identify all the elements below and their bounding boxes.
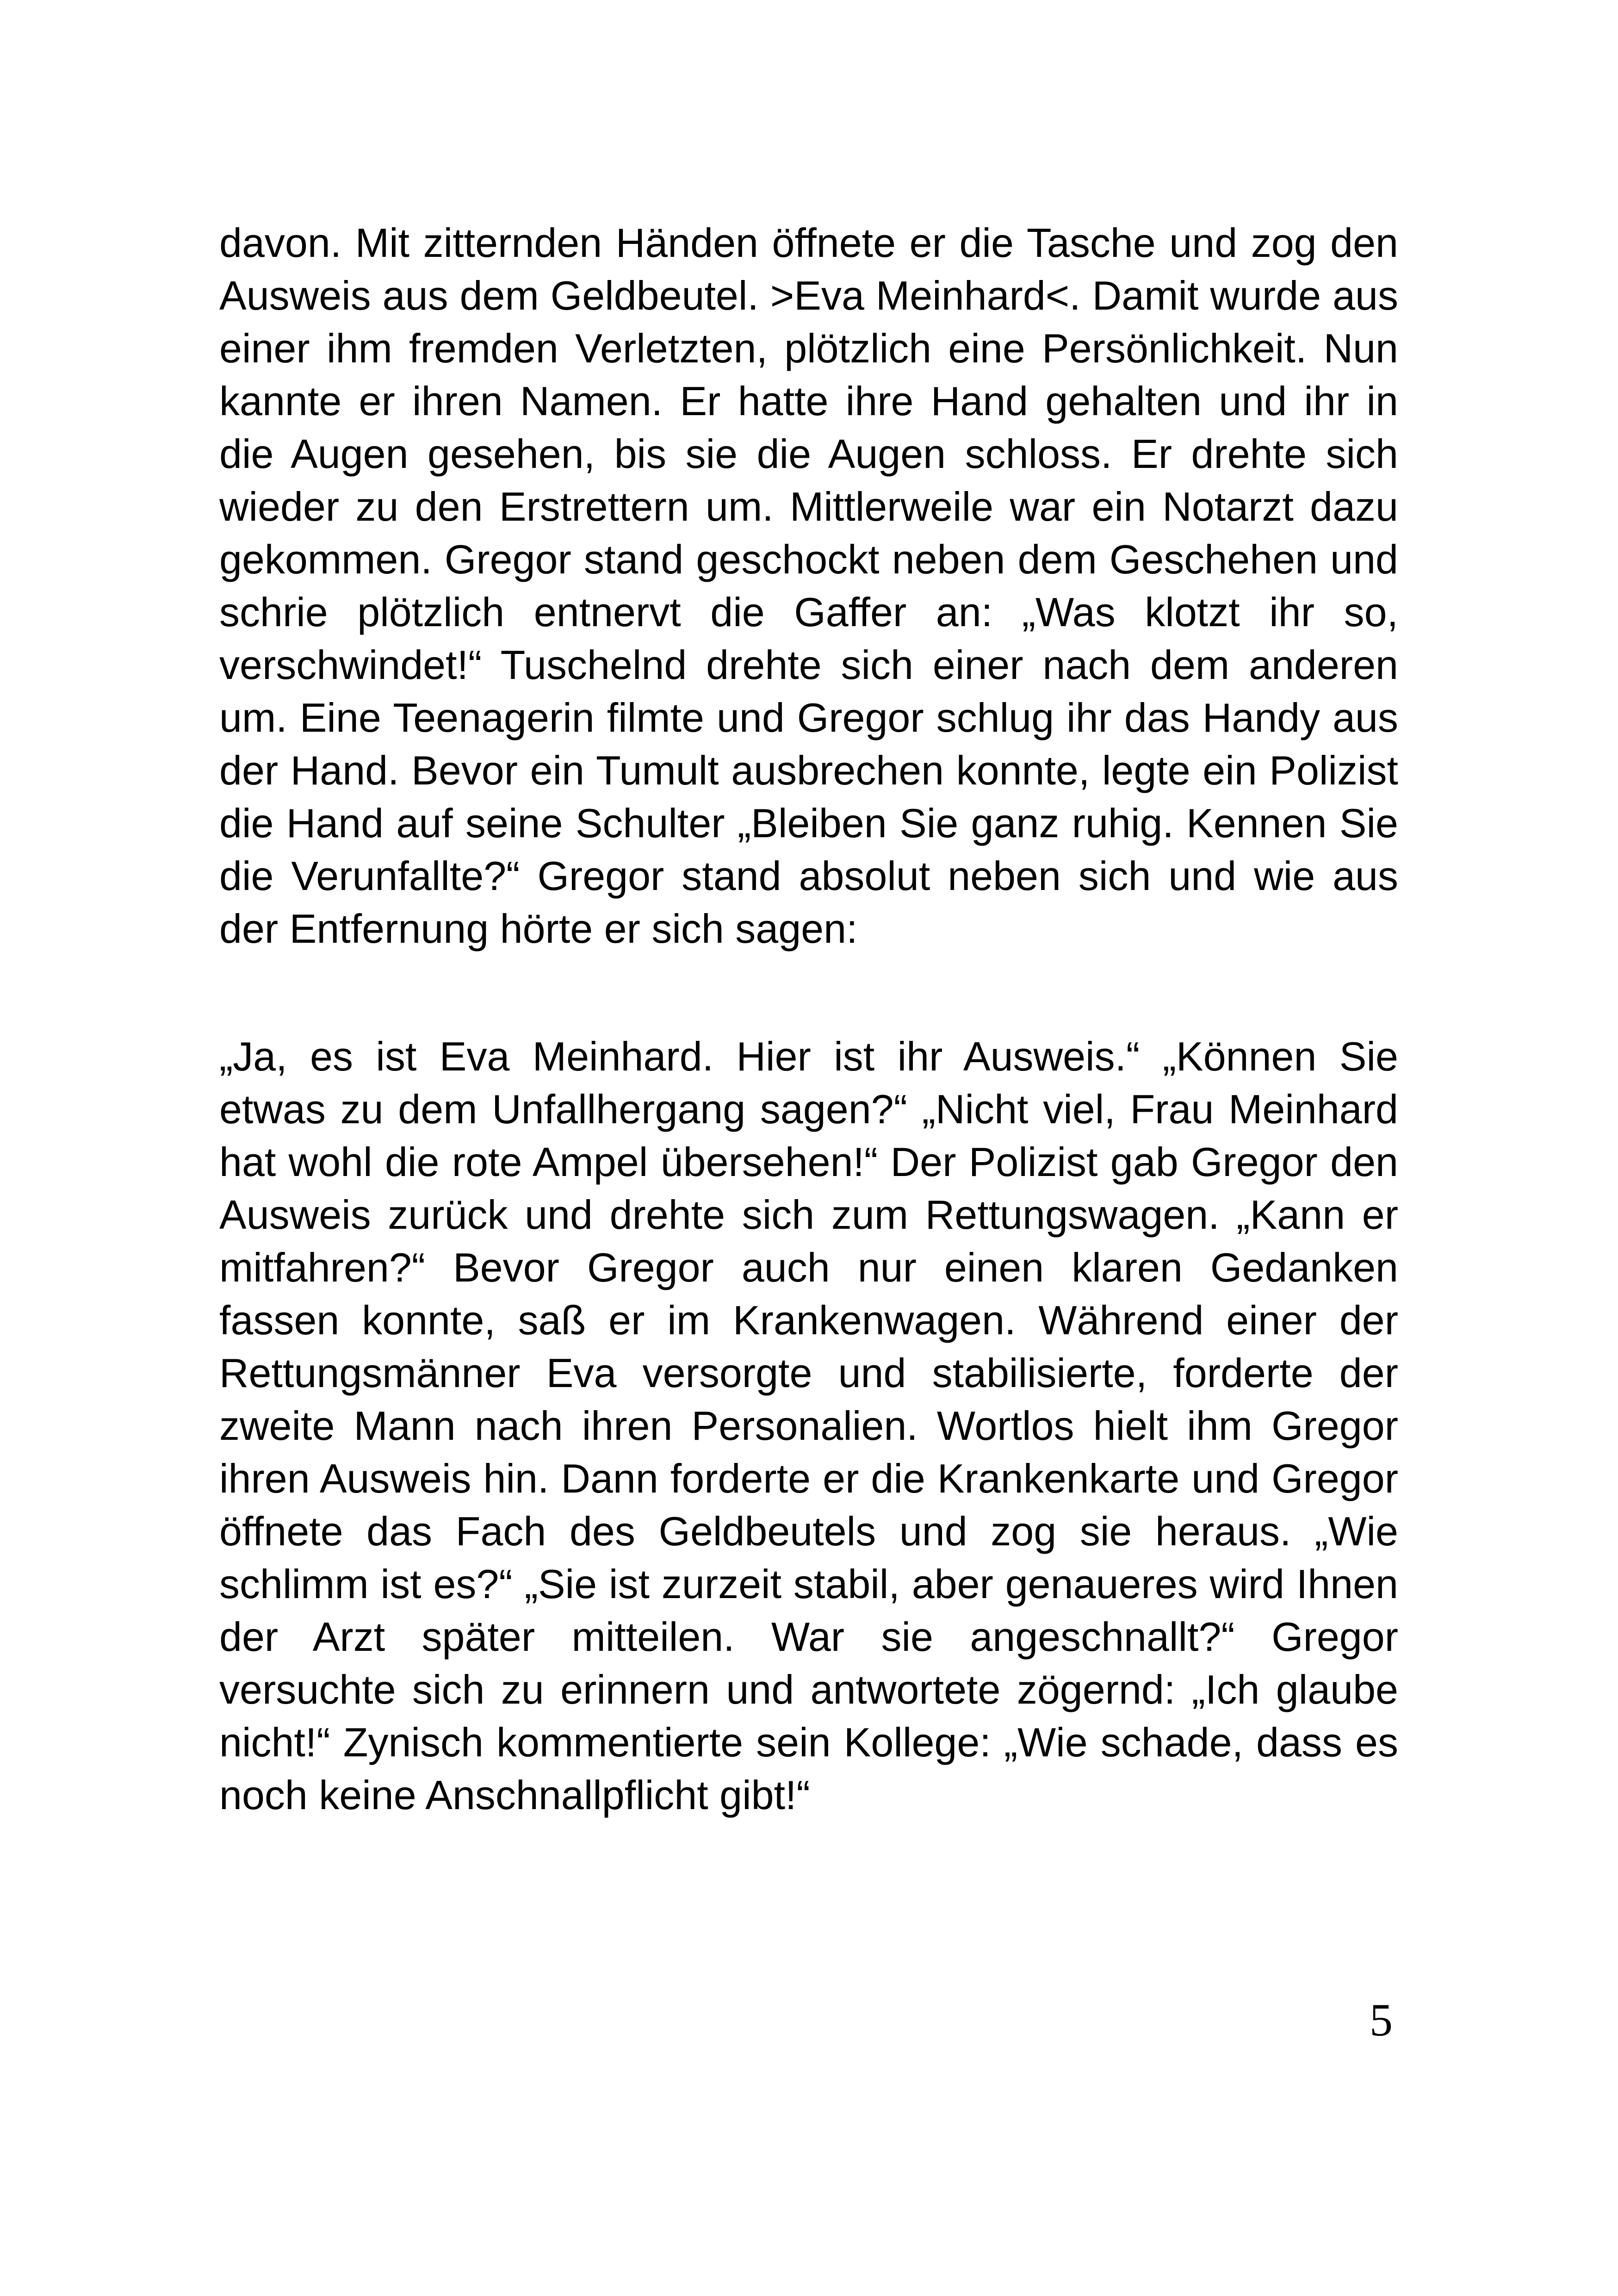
page-number: 5 <box>1370 1994 1393 2046</box>
body-paragraph-1: davon. Mit zitternden Händen öffnete er die Tasche und zog den Ausweis aus dem Geldbeutel. >Eva Meinhard<. Damit wurde aus einer ihm fremden Verletzten, plötzlich eine Persönlichkeit. Nun kannte er ihren Namen. Er hatte ihre Hand gehalten und ihr in die Augen gesehen, bis sie die Augen schloss. Er drehte sich wieder zu den Erstrettern um. Mittlerweile war ein Notarzt dazu gekommen. Gregor stand geschockt neben dem Geschehen und schrie plötzlich entnervt die Gaffer an: „Was klotzt ihr so, verschwindet!“ Tuschelnd drehte sich einer nach dem anderen um. Eine Teenagerin filmte und Gregor schlug ihr das Handy aus der Hand. Bevor ein Tumult ausbrechen konnte, legte ein Polizist die Hand auf seine Schulter „Bleiben Sie ganz ruhig. Kennen Sie die Verunfallte?“ Gregor stand absolut neben sich und wie aus der Entfernung hörte er sich sagen: <box>219 220 1398 952</box>
body-paragraph-2: „Ja, es ist Eva Meinhard. Hier ist ihr Ausweis.“ „Können Sie etwas zu dem Unfallhergang sagen?“ „Nicht viel, Frau Meinhard hat wohl die rote Ampel übersehen!“ Der Polizist gab Gregor den Ausweis zurück und drehte sich zum Rettungswagen. „Kann er mitfahren?“ Bevor Gregor auch nur einen klaren Gedanken fassen konnte, saß er im Krankenwagen. Während einer der Rettungsmänner Eva versorgte und stabilisierte, forderte der zweite Mann nach ihren Personalien. Wortlos hielt ihm Gregor ihren Ausweis hin. Dann forderte er die Krankenkarte und Gregor öffnete das Fach des Geldbeutels und zog sie heraus. „Wie schlimm ist es?“ „Sie ist zurzeit stabil, aber genaueres wird Ihnen der Arzt später mitteilen. War sie angeschnallt?“ Gregor versuchte sich zu erinnern und antwortete zögernd: „Ich glaube nicht!“ Zynisch kommentierte sein Kollege: „Wie schade, dass es noch keine Anschnallpflicht gibt!“ <box>219 1033 1398 1818</box>
